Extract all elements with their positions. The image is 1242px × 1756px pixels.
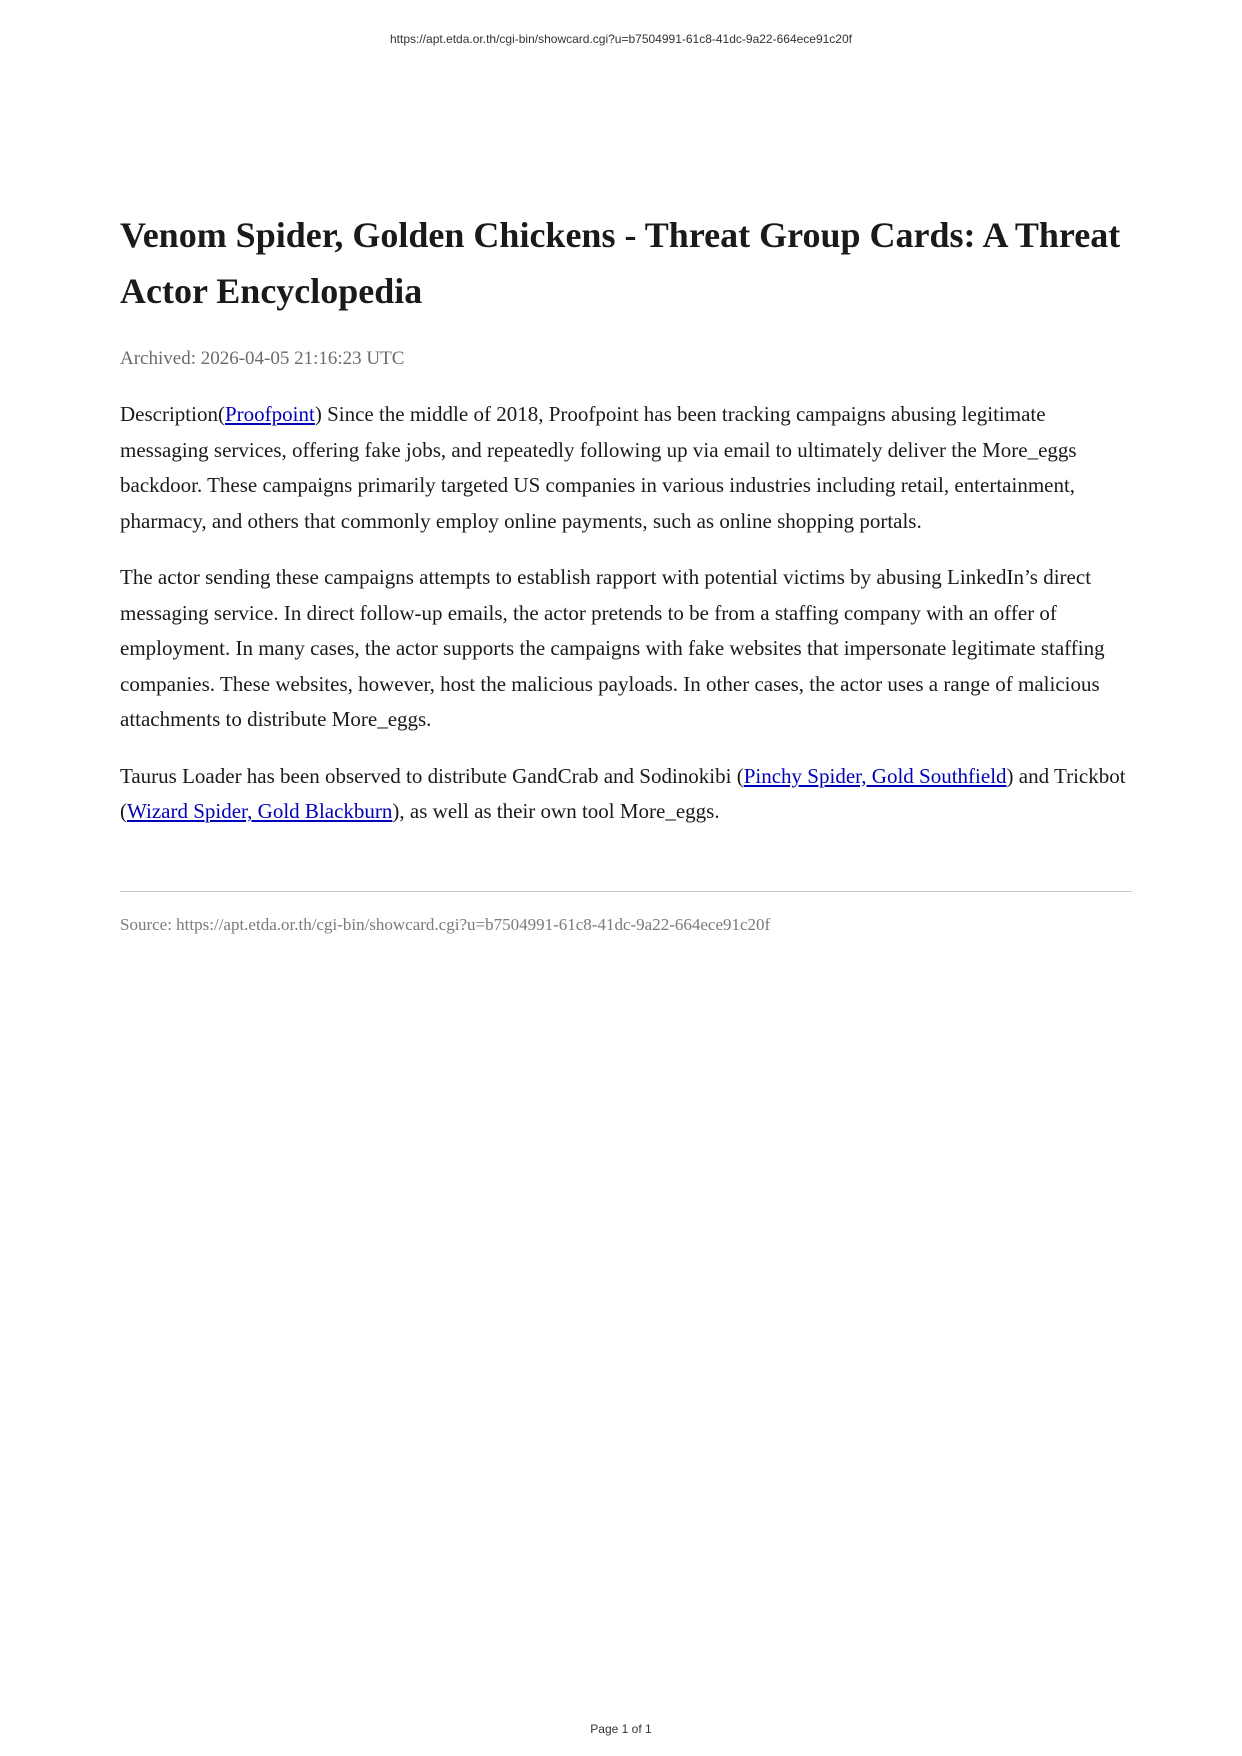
description-paragraph [120, 397, 1132, 539]
proofpoint-link[interactable]: Proofpoint [224, 402, 315, 426]
page-header-url: https://apt.etda.or.th/cgi-bin/showcard.cgi?u=b7504991-61c8-41dc-9a22-664ece91c20f [390, 32, 852, 46]
taurus-text-1: Taurus Loader has been observed to distribute GandCrab and Sodinokibi ( [120, 763, 744, 788]
taurus-loader-paragraph [120, 759, 1132, 830]
wizard-spider-link[interactable]: Wizard Spider, Gold Blackburn [127, 799, 393, 823]
source-line: Source: https://apt.etda.or.th/cgi-bin/showcard.cgi?u=b7504991-61c8-41dc-9a22-664ece91c20f [120, 914, 771, 934]
article [120, 207, 1132, 936]
taurus-text-2: ) and Trickbot ( [120, 763, 1126, 823]
archived-timestamp: Archived: 2026-04-05 21:16:23 UTC [120, 348, 405, 369]
taurus-text-3: ), as well as their own tool More_eggs. [392, 799, 720, 823]
page-title: Venom Spider, Golden Chickens - Threat Group Cards: A Threat Actor Encyclopedia [120, 215, 1121, 311]
divider [120, 891, 1132, 892]
actor-paragraph: The actor sending these campaigns attempts to establish rapport with potential victims by abusing LinkedIn’s direct messaging service. In direct follow-up emails, the actor pretends to be from a staffing company with an offer of employment. In many cases, the actor supports the campaigns with fake websites that impersonate legitimate staffing companies. These websites, however, host the malicious payloads. In other cases, the actor uses a range of malicious attachments to distribute More_eggs. [120, 565, 1105, 731]
description-text: ) Since the middle of 2018, Proofpoint has been tracking campaigns abusing legitimate messaging services, offering fake jobs, and repeatedly following up via email to ultimately deliver the More_eggs backdoor. These campaigns primarily targeted US companies in various industries including retail, entertainment, pharmacy, and others that commonly employ online payments, such as online shopping portals. [120, 402, 1077, 533]
description-prefix: Description( [120, 402, 225, 426]
page-number: Page 1 of 1 [590, 1722, 652, 1736]
pinchy-spider-link[interactable]: Pinchy Spider, Gold Southfield [743, 763, 1007, 788]
